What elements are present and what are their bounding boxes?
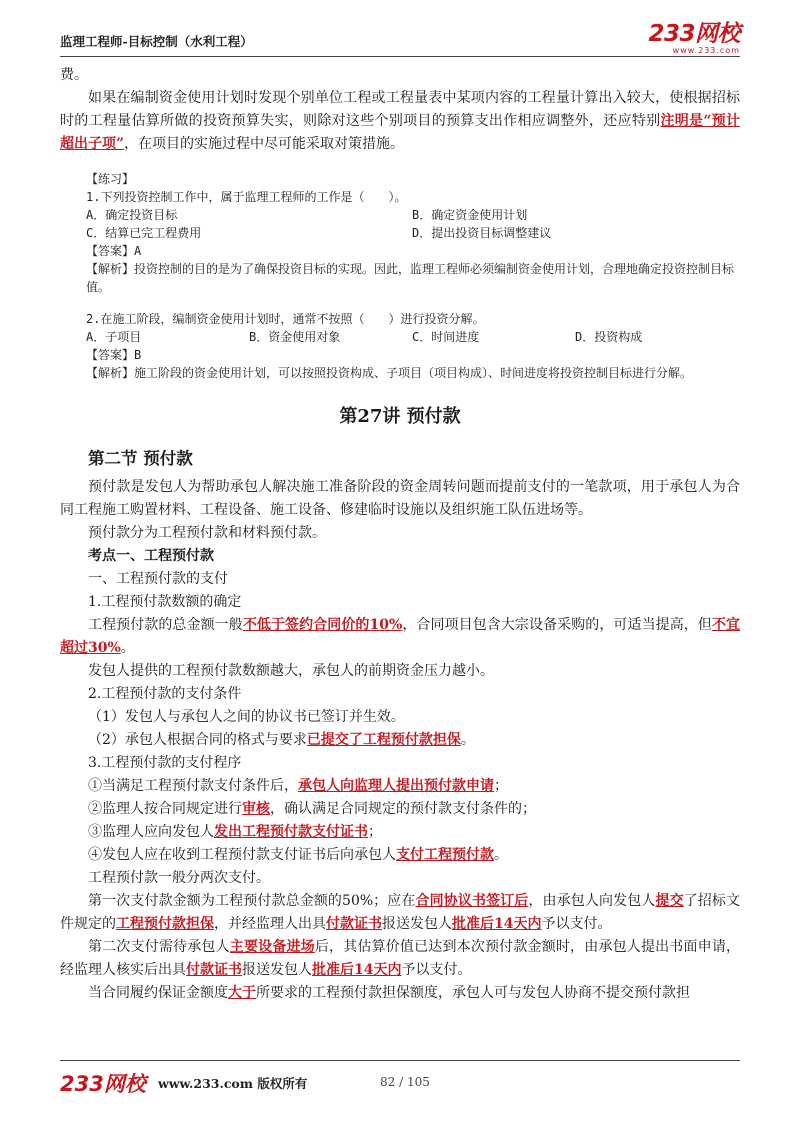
subheading: 1.工程预付款数额的确定 (88, 594, 242, 610)
highlight: 不宜超过30% (60, 617, 741, 656)
paragraph: 工程预付款的总金额一般不低于签约合同价的10%，合同项目包含大宗设备采购的，可适当提高，但不宜超过30%。 (60, 617, 741, 656)
subheading: 2.工程预付款的支付条件 (88, 686, 242, 702)
logo-text: 233网校 (648, 21, 740, 47)
option-row (60, 328, 740, 346)
option: A．子项目 (86, 330, 142, 344)
paragraph: 发包人提供的工程预付款数额越大，承包人的前期资金压力越小。 (88, 663, 494, 679)
highlight: 批准后14天内 (312, 962, 402, 978)
step-item: ①当满足工程预付款支付条件后，承包人向监理人提出预付款申请； (88, 778, 508, 794)
paragraph: 第二次支付需待承包人主要设备进场后，其估算价值已达到本次预付款金额时，由承包人提出书面申请，经监理人核实后出具付款证书报送发包人批准后14天内予以支付。 (60, 939, 741, 978)
highlight: 合同协议书签订后 (415, 893, 529, 909)
option: C．结算已完工程费用 (86, 226, 202, 240)
step-item: ②监理人按合同规定进行审核，确认满足合同规定的预付款支付条件的； (88, 801, 536, 817)
paragraph: 如果在编制资金使用计划时发现个别单位工程或工程量表中某项内容的工程量计算出入较大，使根据招标时的工程量估算所做的投资预算失实，则除对这些个别项目的预算支出作相应调整外，还应特别注明是“预计超出子项”，在项目的实施过程中尽可能采取对策措施。 (60, 90, 740, 152)
analysis: 【解析】投资控制的目的是为了确保投资目标的实现。因此，监理工程师必须编制资金使用计划，合理地确定投资控制目标值。 (86, 262, 735, 294)
footer-divider (60, 1060, 740, 1061)
page-number: 82 / 105 (380, 1075, 430, 1089)
highlight: 付款证书 (326, 916, 382, 932)
subheading: 一、工程预付款的支付 (88, 571, 228, 587)
answer: 【答案】B (86, 348, 142, 362)
highlight: 大于 (228, 985, 256, 1001)
subheading: 3.工程预付款的支付程序 (88, 755, 242, 771)
highlight: 审核 (242, 801, 270, 817)
highlight: 发出工程预付款支付证书 (214, 824, 368, 840)
highlight: 已提交了工程预付款担保 (306, 732, 461, 748)
header-title: 监理工程师-目标控制（水利工程） (60, 34, 253, 49)
highlight: 支付工程预付款 (396, 847, 494, 863)
key-point-heading: 考点一、工程预付款 (88, 548, 214, 564)
step-item: ④发包人应在收到工程预付款支付证书后向承包人支付工程预付款。 (88, 847, 508, 863)
highlight: 注明是“预计超出子项” (60, 113, 740, 152)
highlight: 承包人向监理人提出预付款申请 (298, 778, 494, 794)
condition-item: （1）发包人与承包人之间的协议书已签订并生效。 (88, 709, 405, 725)
section-title: 第二节 预付款 (88, 449, 193, 468)
highlight: 不低于签约合同价的10% (242, 617, 403, 633)
option: D．投资构成 (575, 330, 643, 344)
option-row (60, 206, 740, 224)
paragraph: 预付款分为工程预付款和材料预付款。 (88, 525, 326, 541)
option: A．确定投资目标 (86, 208, 178, 222)
paragraph: 第一次支付款金额为工程预付款总金额的50%；应在合同协议书签订后，由承包人向发包人提交了招标文件规定的工程预付款担保，并经监理人出具付款证书报送发包人批准后14天内予以支付。 (60, 893, 741, 932)
question-1: 1.下列投资控制工作中，属于监理工程师的工作是（ ）。 (86, 190, 407, 204)
paragraph: 当合同履约保证金额度大于所要求的工程预付款担保额度，承包人可与发包人协商不提交预付款担 (88, 985, 690, 1001)
paragraph: 预付款是发包人为帮助承包人解决施工准备阶段的资金周转问题而提前支付的一笔款项，用于承包人为合同工程施工购置材料、工程设备、施工设备、修建临时设施以及组织施工队伍进场等。 (60, 479, 740, 518)
page-header (60, 21, 740, 55)
footer-logo: 233网校 (60, 1072, 146, 1096)
highlight: 批准后14天内 (452, 916, 542, 932)
footer-copyright: www.233.com 版权所有 (158, 1076, 308, 1091)
option: D．提出投资目标调整建议 (412, 226, 552, 240)
paragraph: 工程预付款一般分两次支付。 (88, 870, 270, 886)
logo-url: www.233.com (672, 46, 740, 55)
condition-item: （2）承包人根据合同的格式与要求已提交了工程预付款担保。 (88, 732, 475, 748)
brand-logo (648, 22, 740, 55)
exercise-title: 【练习】 (86, 172, 135, 186)
option: B．确定资金使用计划 (412, 208, 528, 222)
highlight: 提交 (655, 893, 684, 909)
exercise-block (60, 170, 740, 382)
lecture-title: 第27讲 预付款 (339, 406, 461, 427)
paragraph: 费。 (60, 67, 88, 83)
option: B．资金使用对象 (249, 330, 341, 344)
option-row (60, 224, 740, 242)
question-2: 2.在施工阶段，编制资金使用计划时，通常不按照（ ）进行投资分解。 (86, 312, 485, 326)
answer: 【答案】A (86, 244, 142, 258)
analysis: 【解析】施工阶段的资金使用计划，可以按照投资构成、子项目（项目构成）、时间进度将投资控制目标进行分解。 (86, 366, 693, 380)
highlight: 工程预付款担保 (116, 916, 214, 932)
highlight: 主要设备进场 (229, 939, 315, 955)
page-content (60, 64, 740, 1005)
header-divider (60, 56, 740, 57)
step-item: ③监理人应向发包人发出工程预付款支付证书； (88, 824, 382, 840)
option: C．时间进度 (412, 330, 480, 344)
highlight: 付款证书 (186, 962, 242, 978)
